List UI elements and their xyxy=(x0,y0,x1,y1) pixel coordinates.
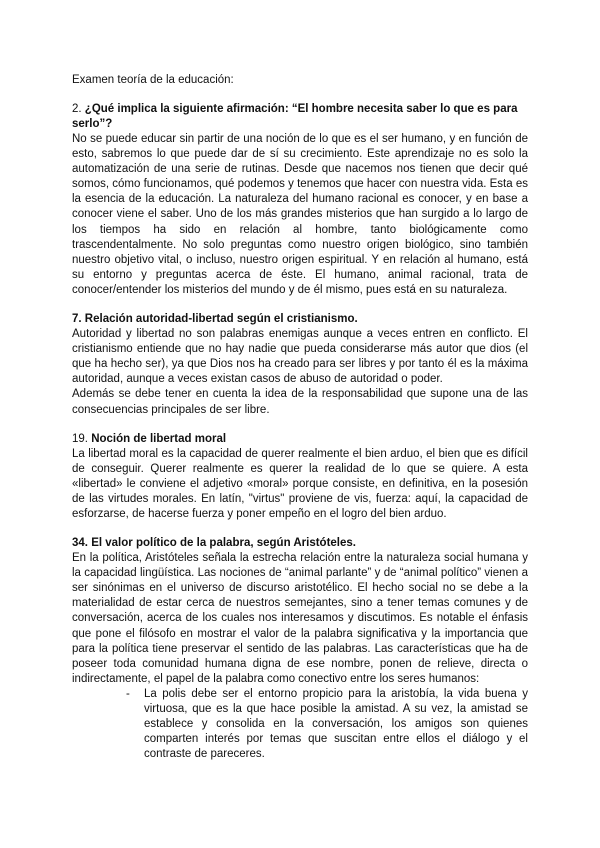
list-item-text: La polis debe ser el entorno propicio para la aristobía, la vida buena y virtuosa, que es la que hace posible la amistad. A su vez, la amistad se establece y consolida en la conversación, los amigos son quienes comparten interés por temas que suscitan entre ellos el diálogo y el contraste de pareceres. xyxy=(144,687,528,761)
bullet-list xyxy=(72,687,528,762)
answer-paragraph: La libertad moral es la capacidad de querer realmente el bien arduo, el bien que es difícil de conseguir. Querer realmente es querer la realidad de lo que se quiere. A esta «libertad» le conviene el adjetivo «moral» porque consiste, en definitiva, en la posesión de las virtudes morales. En latín, "virtus" proviene de vis, fuerza: aquí, la capacidad de esforzarse, de hacerse fuerza y poner empeño en el logro del bien arduo. xyxy=(72,447,528,520)
question-title: El valor político de la palabra, según Aristóteles. xyxy=(91,537,356,550)
question-title: Relación autoridad-libertad según el cristianismo. xyxy=(84,313,358,326)
question-heading xyxy=(72,432,528,447)
answer-paragraph: Autoridad y libertad no son palabras enemigas aunque a veces entren en conflicto. El cristianismo entiende que no hay nadie que pueda considerarse más autor que dios (el que ha hecho ser), ya que Dios nos ha creado para ser libres y por tanto él es la máxima autoridad, aunque a veces existan casos de abuso de autoridad o poder. xyxy=(72,328,528,386)
question-2 xyxy=(72,102,528,298)
question-title: ¿Qué implica la siguiente afirmación: “El hombre necesita saber lo que es para serlo”? xyxy=(72,103,518,130)
question-number: 7. xyxy=(72,313,82,326)
question-answer xyxy=(72,447,528,522)
question-title: Noción de libertad moral xyxy=(91,432,227,445)
question-heading xyxy=(72,312,528,327)
question-7 xyxy=(72,312,528,418)
question-answer xyxy=(72,551,528,762)
question-answer xyxy=(72,132,528,298)
question-number: 19. xyxy=(72,432,88,445)
question-heading xyxy=(72,102,528,132)
question-number: 34. xyxy=(72,537,88,550)
question-heading xyxy=(72,536,528,551)
answer-paragraph: No se puede educar sin partir de una noción de lo que es el ser humano, y en función de esto, sabremos lo que puede dar de sí su crecimiento. Este aprendizaje no es solo la automatización de una serie de rutinas. Desde que nacemos nos tienen que decir qué somos, cómo funcionamos, qué podemos y tenemos que hacer con nuestra vida. Esta es la esencia de la educación. La naturaleza del humano racional es conocer, y en base a conocer viene el saber. Uno de los más grandes misterios que han surgido a lo largo de los tiempos ha sido en relación al hombre, tanto biológicamente como trascendentalmente. No solo preguntas como nuestro origen biológico, sino también nuestro objetivo vital, o incluso, nuestro origen espiritual. Y en relación al humano, está su entorno y preguntas acerca de éste. El humano, animal racional, trata de conocer/entender los misterios del mundo y de él mismo, pues está en su naturaleza. xyxy=(72,133,528,296)
question-34 xyxy=(72,536,528,762)
answer-paragraph: En la política, Aristóteles señala la estrecha relación entre la naturaleza social humana y la capacidad lingüística. Las nociones de “animal parlante” y de “animal político” vienen a ser sinónimas en el universo de discurso aristotélico. El hecho social no se debe a la materialidad de estar cerca de nuestros semejantes, sino a tener temas comunes y de conversación, acerca de los cuales nos interesamos y discutimos. Es notable el énfasis que pone el filósofo en mostrar el valor de la palabra significativa y la importancia que para la política tiene preservar el sentido de las palabras. Las características que ha de poseer toda comunidad humana digna de ese nombre, ponen de relieve, directa o indirectamente, el papel de la palabra como conectivo entre los seres humanos: xyxy=(72,552,528,685)
list-item xyxy=(126,687,528,762)
question-answer xyxy=(72,327,528,418)
bullet-marker: - xyxy=(126,687,130,700)
answer-paragraph: Además se debe tener en cuenta la idea de la responsabilidad que supone una de las consecuencias principales de ser libre. xyxy=(72,388,528,416)
document-title: Examen teoría de la educación: xyxy=(72,74,234,86)
question-19 xyxy=(72,432,528,522)
question-number: 2. xyxy=(72,103,82,115)
